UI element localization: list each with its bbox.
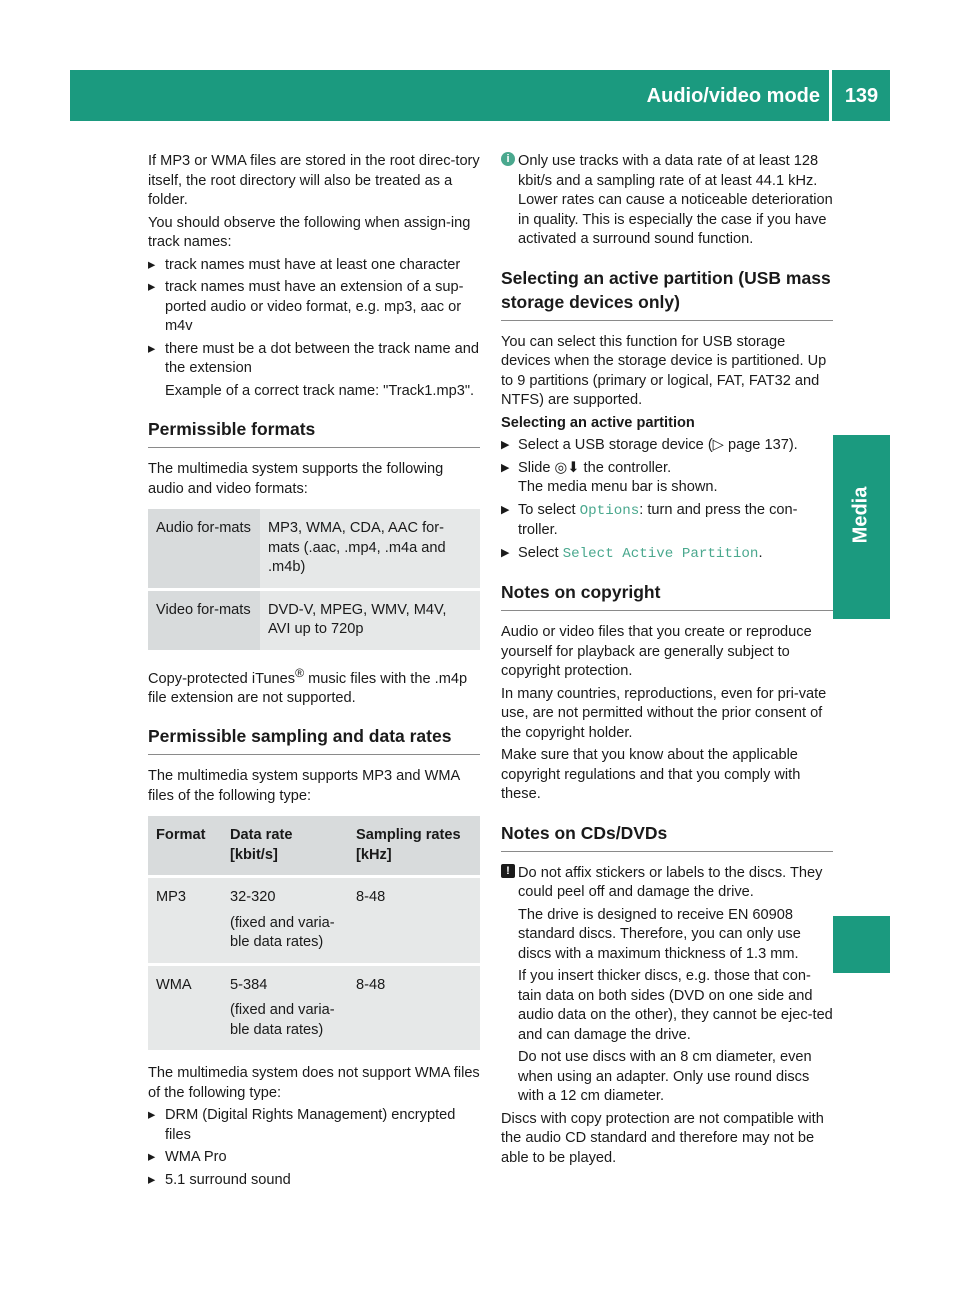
list-item: ▸ track names must have an extension of a sup-ported audio or video format, e.g. mp3, aac or m4v (148, 279, 464, 334)
table-header: Data rate [kbit/s] (222, 816, 348, 875)
list-item: ▸ there must be a dot between the track name and the extension (148, 340, 479, 376)
formats-heading: Permissible formats (148, 417, 480, 448)
sampling-heading: Permissible sampling and data rates (148, 724, 480, 755)
unsupported-intro: The multimedia system does not support WMA files of the following type: (148, 1065, 480, 1101)
partition-subheading: Selecting an active partition (501, 414, 695, 431)
menu-item-select-active-partition: Select Active Partition (562, 545, 759, 562)
itunes-note: Copy-protected iTunes® music files with the .m4p file extension are not supported. (148, 665, 468, 706)
bullet-icon: ▸ (148, 1171, 156, 1188)
step-arrow-icon: ▶ (501, 439, 510, 451)
formats-intro: The multimedia system supports the following audio and video formats: (148, 461, 444, 497)
warning-paragraph: If you insert thicker discs, e.g. those that con-tain data on both sides (DVD on one side and audio data on the other), they cannot be ejec-ted and can damage the drive. (518, 968, 833, 1043)
bullet-icon: ▸ (148, 279, 156, 295)
bullet-icon: ▸ (148, 256, 156, 273)
list-item: ▸ track names must have at least one character (148, 256, 480, 276)
partition-intro: You can select this function for USB storage devices when the storage device is partitioned. Up to 9 partitions (primary or logical, FAT, FAT32 and NTFS) are supported. (501, 333, 827, 408)
partition-heading: Selecting an active partition (USB mass storage devices only) (501, 266, 833, 321)
table-row (148, 588, 480, 650)
table-cell: WMA (148, 963, 222, 1051)
table-cell: 8-48 (348, 963, 480, 1051)
page-title: Audio/video mode (646, 85, 820, 107)
sampling-table (148, 816, 480, 1050)
track-names-intro: You should observe the following when assign-ing track names: (148, 214, 471, 250)
table-cell: 5-384 (fixed and varia-ble data rates) (222, 963, 348, 1051)
step-item: ▶ To select Options: turn and press the con-troller. (501, 501, 798, 538)
warning-paragraph: Do not use discs with an 8 cm diameter, even when using an adapter. Only use round discs with a 12 cm diameter. (518, 1049, 812, 1104)
info-icon: i (501, 152, 515, 166)
header-separator (829, 70, 832, 121)
section-marker (833, 916, 890, 973)
section-tab-label: Media (849, 486, 872, 544)
table-cell: Audio for-mats (148, 509, 260, 588)
table-cell: 8-48 (348, 875, 480, 963)
table-cell: 32-320 (fixed and varia-ble data rates) (222, 875, 348, 963)
step-item: ▶ Select a USB storage device (▷ page 137). (501, 436, 833, 456)
table-header-row (148, 816, 480, 875)
left-column (148, 152, 480, 1193)
info-note: i Only use tracks with a data rate of at least 128 kbit/s and a sampling rate of at least 44.1 kHz. Lower rates can cause a noticeable deterioration in quality. This is especially the case if you have activated a surround sound function. (501, 152, 833, 250)
bullet-icon: ▸ (148, 1149, 156, 1166)
controller-slide-icon: ◎⬇ (554, 459, 580, 476)
formats-table (148, 509, 480, 650)
step-item: ▶ Select Select Active Partition. (501, 544, 763, 562)
list-item: ▸ DRM (Digital Rights Management) encrypted files (148, 1107, 456, 1143)
intro-paragraph: If MP3 or WMA files are stored in the root direc-tory itself, the root directory will also be treated as a folder. (148, 153, 480, 208)
copyright-paragraph: In many countries, reproductions, even for pri-vate use, are not permitted without the prior consent of the copyright holder. (501, 685, 827, 741)
warning-icon: ! (501, 864, 515, 878)
list-item: ▸ WMA Pro (148, 1148, 480, 1168)
copyright-heading: Notes on copyright (501, 580, 833, 611)
table-cell: MP3 (148, 875, 222, 963)
table-row (148, 963, 480, 1051)
page-number: 139 (844, 85, 879, 107)
cds-final-paragraph: Discs with copy protection are not compatible with the audio CD standard and therefore may not be able to be played. (501, 1110, 824, 1166)
step-item: ▶ Slide ◎⬇ the controller. The media menu bar is shown. (501, 459, 718, 495)
copyright-paragraph: Audio or video files that you create or reproduce yourself for playback are generally subject to copyright protection. (501, 624, 812, 679)
table-cell: MP3, WMA, CDA, AAC for-mats (.aac, .mp4, .m4a and .m4b) (260, 509, 480, 588)
step-arrow-icon: ▶ (501, 546, 510, 559)
table-cell: DVD-V, MPEG, WMV, M4V, AVI up to 720p (260, 588, 480, 650)
example-text: Example of a correct track name: "Track1.mp3". (165, 382, 475, 399)
list-item: ▸ 5.1 surround sound (148, 1171, 480, 1191)
right-column (501, 152, 833, 1171)
step-arrow-icon: ▶ (501, 503, 510, 516)
table-row (148, 875, 480, 963)
bullet-icon: ▸ (148, 340, 156, 357)
menu-item-options: Options (579, 502, 640, 519)
table-header: Format (148, 816, 222, 875)
bullet-icon: ▸ (148, 1107, 156, 1124)
table-cell: Video for-mats (148, 588, 260, 650)
cds-heading: Notes on CDs/DVDs (501, 821, 833, 852)
table-header: Sampling rates [kHz] (348, 816, 480, 875)
table-row (148, 509, 480, 588)
sampling-intro: The multimedia system supports MP3 and WMA files of the following type: (148, 768, 460, 804)
step-arrow-icon: ▶ (501, 461, 510, 474)
warning-note: ! Do not affix stickers or labels to the discs. They could peel off and damage the drive. (501, 864, 833, 903)
warning-paragraph: The drive is designed to receive EN 60908 standard discs. Therefore, you can only use discs with a maximum thickness of 1.3 mm. (518, 906, 801, 962)
copyright-paragraph: Make sure that you know about the applicable copyright regulations and that you comply with these. (501, 747, 801, 802)
